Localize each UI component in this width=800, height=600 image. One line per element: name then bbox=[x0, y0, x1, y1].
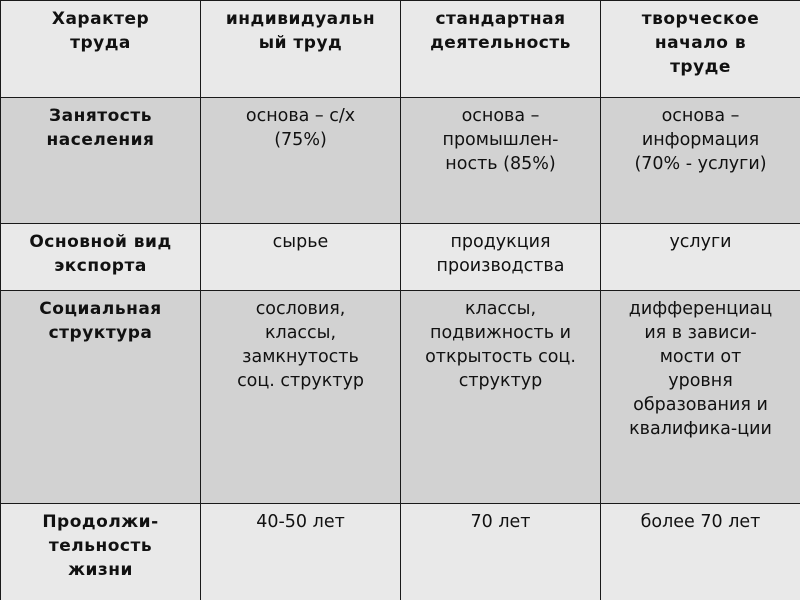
table-row-social-structure bbox=[1, 291, 800, 504]
row-label-life-expectancy: Продолжи- тельность жизни bbox=[1, 504, 201, 600]
table-cell: услуги bbox=[601, 224, 800, 291]
table-cell: продукция производства bbox=[401, 224, 601, 291]
table-row-export bbox=[1, 224, 800, 291]
header-cell-individual-labor: индивидуальн ый труд bbox=[201, 1, 401, 98]
header-cell-creative-labor: творческое начало в труде bbox=[601, 1, 800, 98]
header-cell-standard-activity: стандартная деятельность bbox=[401, 1, 601, 98]
table-header-row bbox=[1, 1, 800, 98]
row-label-export: Основной вид экспорта bbox=[1, 224, 201, 291]
header-cell-labor-type: Характер труда bbox=[1, 1, 201, 98]
table-cell: классы, подвижность и открытость соц. структур bbox=[401, 291, 601, 504]
row-label-social-structure: Социальная структура bbox=[1, 291, 201, 504]
table-cell: основа – информация (70% - услуги) bbox=[601, 98, 800, 224]
row-label-employment: Занятость населения bbox=[1, 98, 201, 224]
table-cell: основа – промышлен- ность (85%) bbox=[401, 98, 601, 224]
table-cell: 70 лет bbox=[401, 504, 601, 600]
table-row-employment bbox=[1, 98, 800, 224]
table-cell: дифференциац ия в зависи- мости от уровня образования и квалифика-ции bbox=[601, 291, 800, 504]
table-cell: основа – с/х (75%) bbox=[201, 98, 401, 224]
table-row-life-expectancy bbox=[1, 504, 800, 600]
table-cell: сословия, классы, замкнутость соц. структур bbox=[201, 291, 401, 504]
table-cell: 40-50 лет bbox=[201, 504, 401, 600]
table-cell: более 70 лет bbox=[601, 504, 800, 600]
table-cell: сырье bbox=[201, 224, 401, 291]
